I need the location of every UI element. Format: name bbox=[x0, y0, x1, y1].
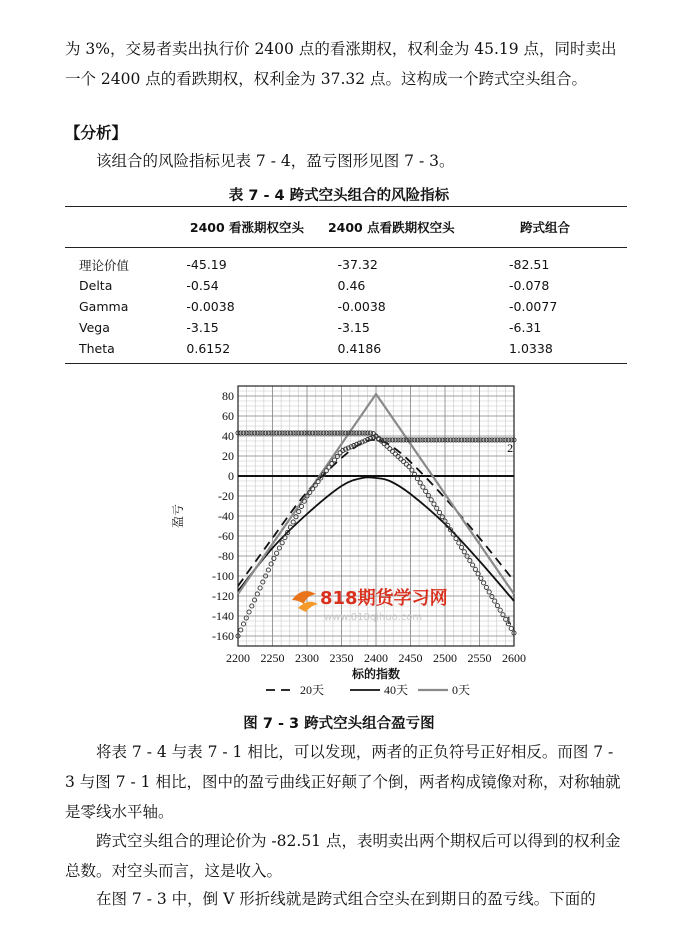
y-tick-label: -40 bbox=[218, 509, 234, 523]
series-3-marker bbox=[421, 485, 425, 489]
series-3-marker bbox=[247, 610, 251, 614]
table-cell: -0.0038 bbox=[186, 299, 235, 314]
annotation-2: 2 bbox=[507, 441, 514, 455]
series-3-marker bbox=[241, 622, 245, 626]
y-tick-label: 0 bbox=[228, 469, 234, 483]
table-cell: Gamma bbox=[79, 299, 129, 314]
risk-indicator-table bbox=[65, 206, 627, 364]
table-header-cell: 2400 点看跌期权空头 bbox=[320, 207, 464, 248]
x-tick-label: 2450 bbox=[398, 651, 423, 665]
annotation-1: 1 bbox=[505, 613, 512, 627]
figure-caption: 图 7 - 3 跨式空头组合盈亏图 bbox=[243, 716, 435, 732]
series-3-marker bbox=[498, 608, 502, 612]
series-3-marker bbox=[255, 592, 259, 596]
table-row bbox=[65, 317, 627, 338]
series-3-marker bbox=[462, 550, 466, 554]
y-tick-label: -20 bbox=[218, 489, 234, 503]
chart-legend bbox=[266, 683, 470, 697]
y-tick-label: -120 bbox=[212, 589, 234, 603]
series-3-marker bbox=[299, 504, 303, 508]
legend-label: 20天 bbox=[300, 683, 325, 697]
x-tick-label: 2350 bbox=[329, 651, 354, 665]
series-3-marker bbox=[252, 598, 256, 602]
y-tick-label: 60 bbox=[222, 409, 234, 423]
table-cell: -3.15 bbox=[186, 320, 219, 335]
table-cell: Theta bbox=[65, 338, 174, 364]
table-cell: -0.0038 bbox=[337, 299, 386, 314]
y-tick-label: 80 bbox=[222, 389, 234, 403]
analysis-text: 该组合的风险指标见表 7 - 4，盈亏图形见图 7 - 3。 bbox=[96, 152, 455, 170]
series-3-marker bbox=[440, 515, 444, 519]
x-tick-label: 2200 bbox=[226, 651, 250, 665]
series-3-marker bbox=[266, 568, 270, 572]
series-3-marker bbox=[495, 604, 499, 608]
table-cell: -6.31 bbox=[509, 320, 542, 335]
table-cell: 1.0338 bbox=[463, 338, 627, 364]
table-header-cell: 跨式组合 bbox=[463, 207, 627, 248]
series-3-marker bbox=[482, 581, 486, 585]
watermark-logo-icon bbox=[288, 580, 478, 630]
table-cell: 理论价值 bbox=[79, 257, 130, 273]
series-3-marker bbox=[258, 586, 262, 590]
y-tick-label: 40 bbox=[222, 429, 234, 443]
svg-text:www.818qihuo.com: www.818qihuo.com bbox=[324, 612, 423, 623]
table-header-row bbox=[65, 207, 627, 248]
series-3-marker bbox=[294, 515, 298, 519]
table-cell: -3.15 bbox=[337, 320, 370, 335]
paragraph-theoretical-value: 跨式空头组合的理论价为 -82.51 点，表明卖出两个期权后可以得到的权利金总数。对空头而言，这是收入。 bbox=[65, 832, 621, 880]
series-3-marker bbox=[424, 489, 428, 493]
series-3-marker bbox=[457, 541, 461, 545]
table-cell: -0.54 bbox=[186, 278, 219, 293]
series-3-marker bbox=[275, 551, 279, 555]
x-tick-label: 2250 bbox=[260, 651, 285, 665]
table-header-cell bbox=[65, 207, 174, 248]
x-tick-label: 2400 bbox=[364, 651, 388, 665]
series-3-marker bbox=[487, 590, 491, 594]
series-3-marker bbox=[490, 594, 494, 598]
series-3-marker bbox=[426, 493, 430, 497]
table-cell: 0.46 bbox=[337, 278, 366, 293]
y-tick-label: -60 bbox=[218, 529, 234, 543]
x-axis-label: 标的指数 bbox=[351, 667, 401, 681]
series-3-marker bbox=[454, 537, 458, 541]
y-tick-label: -100 bbox=[212, 569, 234, 583]
table-cell: 0.4186 bbox=[320, 338, 464, 364]
series-3-marker bbox=[239, 628, 243, 632]
table-row bbox=[65, 248, 627, 276]
x-tick-label: 2500 bbox=[433, 651, 457, 665]
series-3-marker bbox=[280, 541, 284, 545]
paragraph-v-shape: 在图 7 - 3 中，倒 V 形折线就是跨式组合空头在到期日的盈亏线。下面的 bbox=[96, 890, 596, 908]
profit-loss-chart bbox=[158, 378, 538, 708]
series-3-marker bbox=[418, 481, 422, 485]
table-cell: 0.6152 bbox=[174, 338, 319, 364]
table-cell: -0.0077 bbox=[509, 299, 558, 314]
x-tick-label: 2550 bbox=[467, 651, 492, 665]
y-axis-label: 盈亏 bbox=[171, 503, 185, 529]
legend-label: 40天 bbox=[384, 683, 409, 697]
table-cell: Delta bbox=[79, 278, 113, 293]
table-header-cell: 2400 看涨期权空头 bbox=[174, 207, 319, 248]
y-tick-label: -140 bbox=[212, 609, 234, 623]
table-row bbox=[65, 275, 627, 296]
table-cell: -45.19 bbox=[186, 257, 227, 272]
table-cell: Vega bbox=[79, 320, 110, 335]
series-3-marker bbox=[432, 502, 436, 506]
intro-paragraph: 为 3%，交易者卖出执行价 2400 点的看涨期权，权利金为 45.19 点，同时卖出一个 2400 点的看跌期权，权利金为 37.32 点。这构成一个跨式空头组合。 bbox=[65, 40, 617, 88]
x-tick-label: 2300 bbox=[295, 651, 319, 665]
table-cell: -82.51 bbox=[509, 257, 550, 272]
legend-label: 0天 bbox=[452, 683, 471, 697]
paragraph-mirror: 将表 7 - 4 与表 7 - 1 相比，可以发现，两者的正负符号正好相反。而图 7 - 3 与图 7 - 1 相比，图中的盈亏曲线正好颠了个倒，两者构成镜像对称，对称轴就是零线水平轴。 bbox=[65, 743, 621, 821]
watermark bbox=[288, 580, 478, 634]
analysis-heading: 【分析】 bbox=[65, 123, 128, 142]
series-3-marker bbox=[468, 559, 472, 563]
series-3-marker bbox=[435, 506, 439, 510]
table-cell: -37.32 bbox=[337, 257, 378, 272]
table-row bbox=[65, 338, 627, 364]
y-tick-label: -80 bbox=[218, 549, 234, 563]
series-3-marker bbox=[297, 510, 301, 514]
table-row bbox=[65, 296, 627, 317]
series-3-marker bbox=[244, 616, 248, 620]
x-tick-label: 2600 bbox=[502, 651, 526, 665]
svg-text:818期货学习网: 818期货学习网 bbox=[320, 588, 448, 609]
table-caption: 表 7 - 4 跨式空头组合的风险指标 bbox=[228, 188, 450, 204]
y-tick-label: 20 bbox=[222, 449, 234, 463]
series-3-marker bbox=[291, 520, 295, 524]
table-cell: -0.078 bbox=[509, 278, 550, 293]
series-3-marker bbox=[261, 580, 265, 584]
y-tick-label: -160 bbox=[212, 629, 234, 643]
